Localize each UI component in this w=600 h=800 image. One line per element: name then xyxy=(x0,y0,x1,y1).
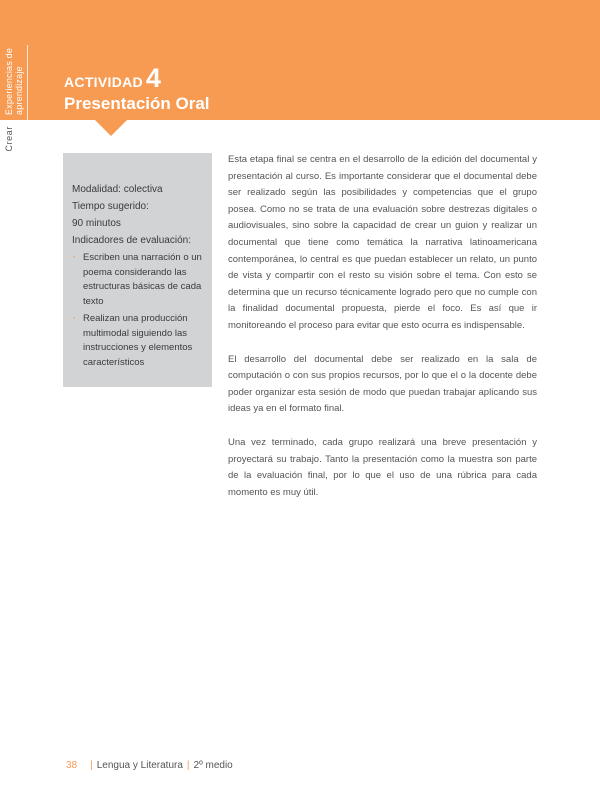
list-item: · Escriben una narración o un poema considerando las estructuras básicas de cada texto xyxy=(72,251,208,309)
list-item: · Realizan una producción multimodal siguiendo las instrucciones y elementos característicos xyxy=(72,312,208,370)
tiempo-value: 90 minutos xyxy=(72,218,121,229)
section-label: Experiencias de aprendizaje xyxy=(4,47,24,115)
info-box xyxy=(63,153,212,387)
activity-number: 4 xyxy=(145,63,161,93)
modalidad-text: Modalidad: colectiva xyxy=(72,184,163,195)
tiempo-label: Tiempo sugerido: xyxy=(72,201,149,212)
indicadores-list xyxy=(72,251,208,370)
sub-section-label: Crear xyxy=(4,126,14,152)
indicadores-label: Indicadores de evaluación: xyxy=(72,235,191,246)
footer-grade: 2º medio xyxy=(193,760,233,771)
page-footer: 38 | Lengua y Literatura | 2º medio xyxy=(66,760,233,771)
activity-keyword: ACTIVIDAD xyxy=(64,74,143,90)
body-paragraph: Esta etapa final se centra en el desarrollo de la edición del documental y presentación al curso. Es importante considerar que el documental debe ser realizado según las posibilidades y competencias que el grupo posea. Como no se trata de una evaluación sobre destrezas digitales o audiovisuales, sino sobre la capacidad de crear un guion y realizar un documental que tiene como temática la narrativa latinoamericana contemporánea, lo central es que puedan establecer un relato, un punto de vista y compartir con el resto su visión sobre el tema. Con esto se determina que un recurso técnicamente logrado pero que no cumple con la finalidad documental propuesta, pierde el foco. Es así que ir monitoreando el proceso para evitar que esto ocurra es indispensable. xyxy=(228,154,537,331)
banner-notch xyxy=(94,119,128,136)
footer-subject: Lengua y Literatura xyxy=(96,760,183,771)
page-number: 38 xyxy=(66,760,78,771)
section-divider xyxy=(27,45,28,120)
body-paragraph: El desarrollo del documental debe ser realizado en la sala de computación o con sus propios recursos, por lo que el o la docente debe poder organizar esta sesión de modo que puedan trabajar aplicando sus ideas ya en el formato final. xyxy=(228,353,537,415)
activity-heading xyxy=(64,63,161,94)
main-body xyxy=(228,152,537,518)
body-paragraph: Una vez terminado, cada grupo realizará una breve presentación y proyectará su trabajo. Tanto la presentación como la muestra son parte de la evaluación final, por lo que el uso de una rúbrica para cada momento es muy útil. xyxy=(228,436,537,498)
page-title: Presentación Oral xyxy=(64,94,210,113)
